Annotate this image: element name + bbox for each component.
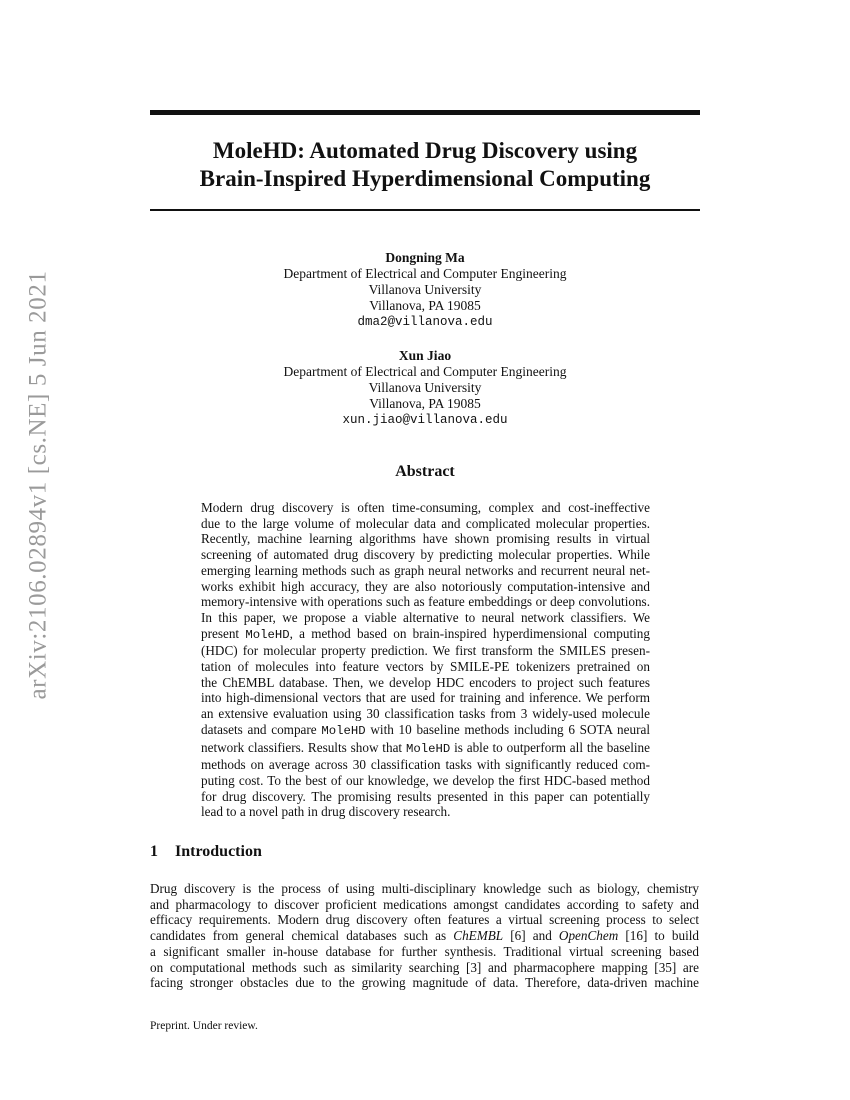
author-location: Villanova, PA 19085 bbox=[369, 396, 481, 411]
intro-line: on computational methods such as similarity searching [3] and pharmacophere mapping [35] are bbox=[150, 959, 699, 975]
author-department: Department of Electrical and Computer Engineering bbox=[283, 364, 567, 379]
intro-line: efficacy requirements. Modern drug discovery often features a virtual screening process to select bbox=[150, 912, 699, 928]
paper-title bbox=[150, 137, 700, 193]
abstract-line: tation of molecules into feature vectors by SMILE-PE tokenizers pretrained on bbox=[201, 659, 650, 675]
author-email: dma2@villanova.edu bbox=[357, 315, 493, 329]
preprint-footer: Preprint. Under review. bbox=[150, 1020, 258, 1032]
method-name: MoleHD bbox=[245, 627, 290, 642]
abstract-line: memory-intensive with operations such as feature embeddings or deep convolutions. bbox=[201, 594, 650, 610]
abstract-line: puting cost. To the best of our knowledge, we develop the first HDC-based method bbox=[201, 772, 650, 788]
abstract-line: In this paper, we propose a viable alternative to neural network classifiers. We bbox=[201, 609, 650, 625]
author-email: xun.jiao@villanova.edu bbox=[342, 413, 508, 427]
abstract-line: an extensive evaluation using 30 classification tasks from 3 widely-used molecule bbox=[201, 706, 650, 722]
author-block-2 bbox=[150, 348, 700, 428]
title-line-1: MoleHD: Automated Drug Discovery using bbox=[212, 138, 638, 163]
title-top-rule bbox=[150, 110, 700, 115]
abstract-line: lead to a novel path in drug discovery research. bbox=[201, 804, 451, 820]
method-name: MoleHD bbox=[405, 741, 451, 756]
title-bottom-rule bbox=[150, 209, 700, 211]
abstract-heading: Abstract bbox=[395, 463, 455, 480]
author-university: Villanova University bbox=[368, 380, 482, 395]
section-number: 1 bbox=[150, 843, 158, 860]
intro-line: a significant smaller in-house database for further synthesis. Traditional virtual screening based bbox=[150, 943, 699, 959]
author-block-1 bbox=[150, 250, 700, 330]
abstract-line: Recently, machine learning algorithms have shown promising results in virtual bbox=[201, 531, 650, 547]
abstract-line: present MoleHD, a method based on brain-inspired hyperdimensional computing bbox=[201, 625, 650, 642]
intro-line: facing stronger obstacles due to the growing magnitude of data. Therefore, data-driven machine bbox=[150, 975, 699, 991]
abstract-line: emerging learning methods such as graph neural networks and recurrent neural net- bbox=[201, 562, 650, 578]
arxiv-identifier-text: arXiv:2106.02894v1 [cs.NE] 5 Jun 2021 bbox=[25, 270, 53, 700]
author-location: Villanova, PA 19085 bbox=[369, 298, 481, 313]
title-line-2: Brain-Inspired Hyperdimensional Computing bbox=[199, 166, 651, 191]
abstract-body bbox=[201, 500, 650, 820]
intro-line: Drug discovery is the process of using multi-disciplinary knowledge such as biology, chemistry bbox=[150, 881, 699, 896]
section-heading-introduction bbox=[150, 843, 262, 861]
intro-line: candidates from general chemical databases such as ChEMBL [6] and OpenChem [16] to build bbox=[150, 928, 699, 944]
abstract-line: for drug discovery. The promising results presented in this paper can potentially bbox=[201, 788, 650, 804]
author-department: Department of Electrical and Computer Engineering bbox=[283, 266, 567, 281]
author-name: Xun Jiao bbox=[398, 348, 452, 363]
abstract-line: screening of automated drug discovery by predicting molecular properties. While bbox=[201, 547, 650, 563]
method-name: MoleHD bbox=[321, 723, 366, 738]
database-name: OpenChem bbox=[558, 928, 619, 944]
introduction-body bbox=[150, 881, 699, 991]
arxiv-identifier-stamp bbox=[15, 270, 63, 700]
author-university: Villanova University bbox=[368, 282, 482, 297]
abstract-line: due to the large volume of molecular data and complicated molecular properties. bbox=[201, 515, 650, 531]
abstract-line: (HDC) for molecular property prediction. We first transform the SMILES presen- bbox=[201, 643, 650, 659]
abstract-line: the ChEMBL database. Then, we develop HDC encoders to project such features bbox=[201, 674, 650, 690]
intro-line: and pharmacology to discover proficient medications amongst candidates according to safety and bbox=[150, 896, 699, 912]
section-title: Introduction bbox=[175, 843, 262, 860]
abstract-line: methods on average across 30 classification tasks with significantly reduced com- bbox=[201, 757, 650, 773]
author-name: Dongning Ma bbox=[385, 250, 465, 265]
abstract-line: into high-dimensional vectors that are used for training and inference. We perform bbox=[201, 690, 650, 706]
abstract-line: network classifiers. Results show that MoleHD is able to outperform all the baseline bbox=[201, 739, 650, 756]
abstract-line: works exhibit high accuracy, they are also notoriously computation-intensive and bbox=[201, 578, 650, 594]
abstract-line: Modern drug discovery is often time-consuming, complex and cost-ineffective bbox=[201, 500, 650, 515]
abstract-line: datasets and compare MoleHD with 10 baseline methods including 6 SOTA neural bbox=[201, 721, 650, 738]
database-name: ChEMBL bbox=[453, 928, 504, 944]
